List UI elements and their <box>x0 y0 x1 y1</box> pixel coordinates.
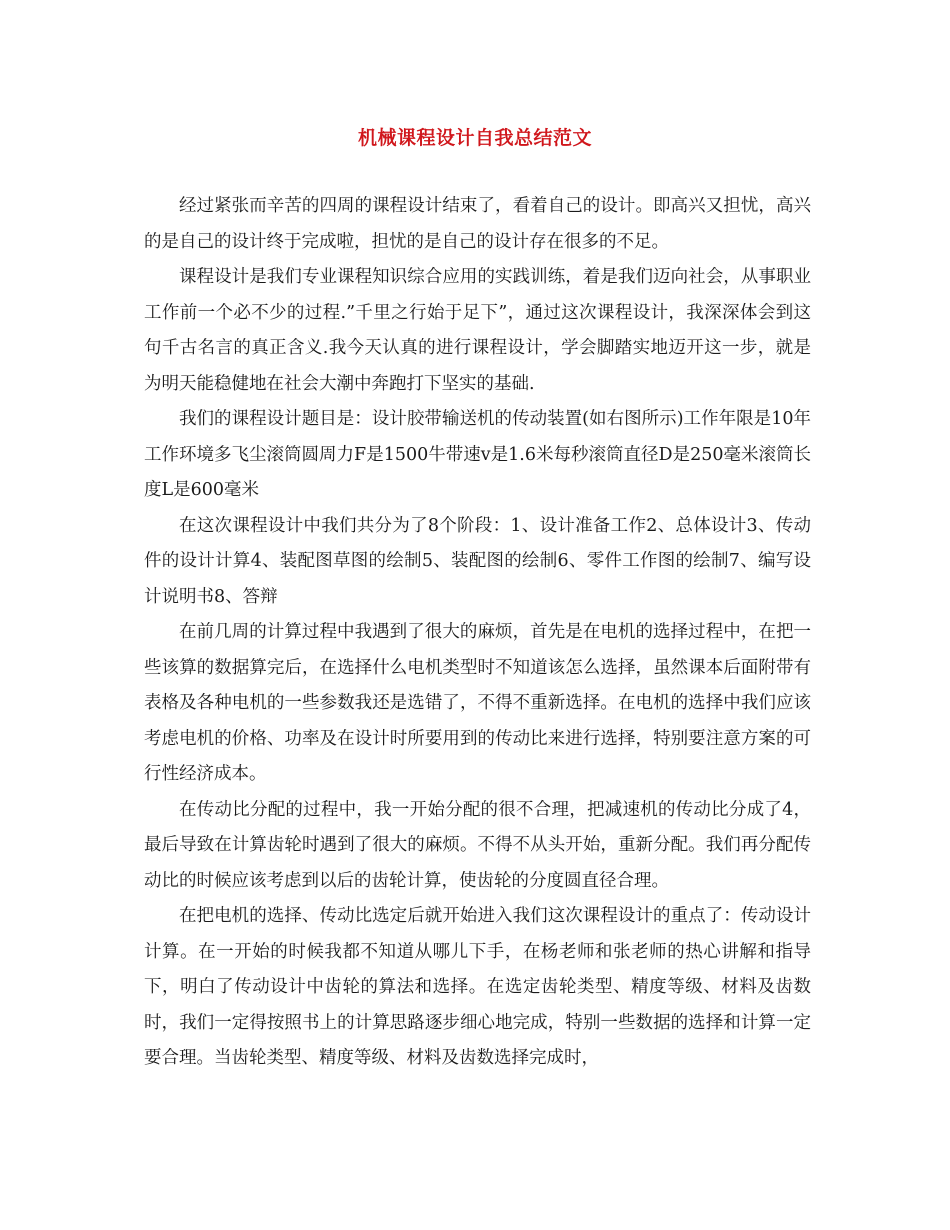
document-body <box>144 189 811 1077</box>
paragraph: 在传动比分配的过程中，我一开始分配的很不合理，把减速机的传动比分成了4，最后导致在计算齿轮时遇到了很大的麻烦。不得不从头开始，重新分配。我们再分配传动比的时候应该考虑到以后的齿轮计算，使齿轮的分度圆直径合理。 <box>144 799 811 891</box>
paragraph: 在前几周的计算过程中我遇到了很大的麻烦，首先是在电机的选择过程中，在把一些该算的数据算完后，在选择什么电机类型时不知道该怎么选择，虽然课本后面附带有表格及各种电机的一些参数我还是选错了，不得不重新选择。在电机的选择中我们应该考虑电机的价格、功率及在设计时所要用到的传动比来进行选择，特别要注意方案的可行性经济成本。 <box>144 622 811 784</box>
paragraph: 经过紧张而辛苦的四周的课程设计结束了，看着自己的设计。即高兴又担忧，高兴的是自己的设计终于完成啦，担忧的是自己的设计存在很多的不足。 <box>144 196 811 252</box>
paragraph: 在这次课程设计中我们共分为了8个阶段：1、设计准备工作2、总体设计3、传动件的设计计算4、装配图草图的绘制5、装配图的绘制6、零件工作图的绘制7、编写设计说明书8、答辩 <box>144 515 811 607</box>
paragraph: 课程设计是我们专业课程知识综合应用的实践训练，着是我们迈向社会，从事职业工作前一个必不少的过程.”千里之行始于足下”，通过这次课程设计，我深深体会到这句千古名言的真正含义.我今天认真的进行课程设计，学会脚踏实地迈开这一步，就是为明天能稳健地在社会大潮中奔跑打下坚实的基础. <box>144 267 811 394</box>
document-title: 机械课程设计自我总结范文 <box>357 127 592 149</box>
paragraph: 我们的课程设计题目是：设计胶带输送机的传动装置(如右图所示)工作年限是10年工作环境多飞尘滚筒圆周力F是1500牛带速v是1.6米每秒滚筒直径D是250毫米滚筒长度L是600毫米 <box>144 409 811 500</box>
paragraph: 在把电机的选择、传动比选定后就开始进入我们这次课程设计的重点了：传动设计计算。在一开始的时候我都不知道从哪儿下手，在杨老师和张老师的热心讲解和指导下，明白了传动设计中齿轮的算法和选择。在选定齿轮类型、精度等级、材料及齿数时，我们一定得按照书上的计算思路逐步细心地完成，特别一些数据的选择和计算一定要合理。当齿轮类型、精度等级、材料及齿数选择完成时， <box>144 906 811 1068</box>
